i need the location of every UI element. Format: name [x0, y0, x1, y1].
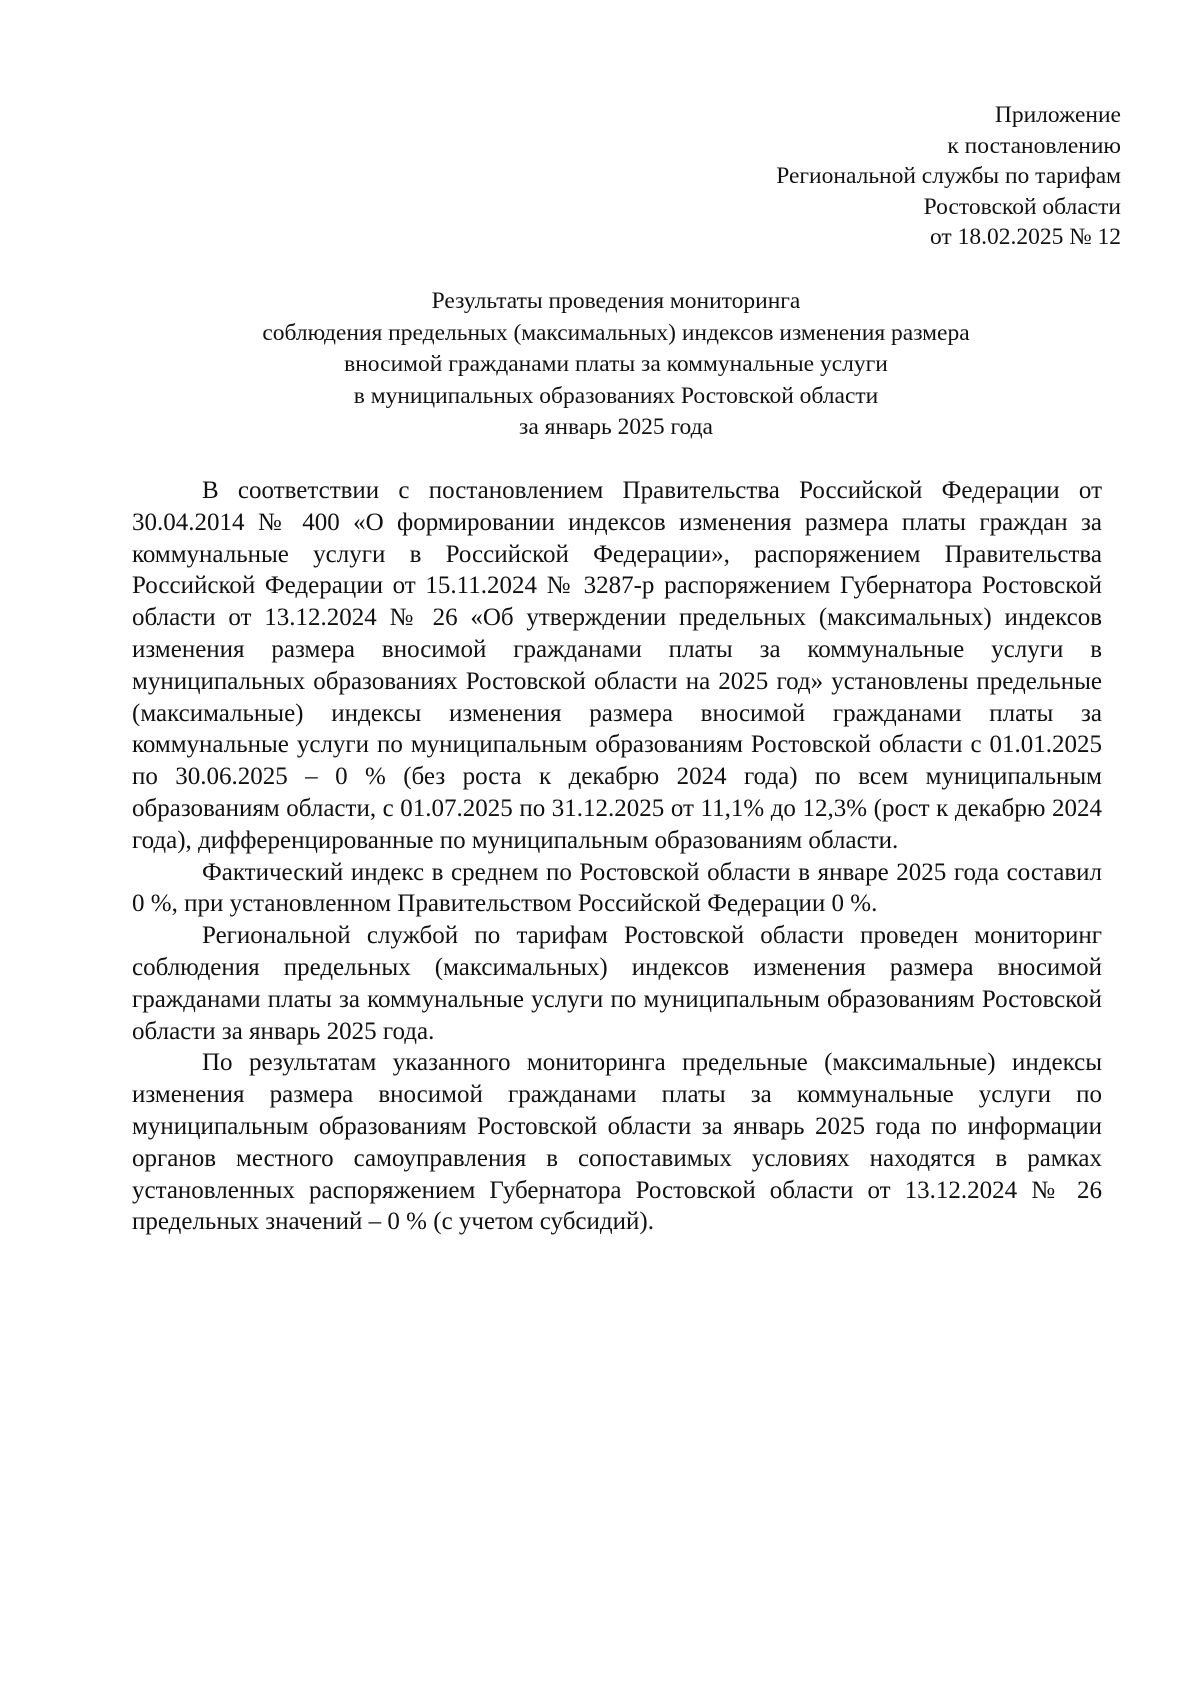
document-body [132, 475, 1102, 1238]
appendix-line: Ростовской области [923, 193, 1121, 220]
appendix-line: Региональной службы по тарифам [776, 163, 1121, 189]
appendix-line: Приложение [994, 102, 1121, 128]
title-line: в муниципальных образованиях Ростовской области [353, 382, 879, 409]
appendix-line: от 18.02.2025 № 12 [929, 224, 1121, 250]
body-paragraph: Региональной службой по тарифам Ростовской области проведен мониторинг соблюдения предельных (максимальных) индексов изменения размера вносимой гражданами платы за коммунальные услуги по муниципальным образованиям Ростовской области за январь 2025 года. [132, 922, 1102, 1045]
title-line: соблюдения предельных (максимальных) индексов изменения размера [262, 319, 970, 346]
appendix-block [776, 100, 1121, 253]
title-line: Результаты проведения мониторинга [431, 288, 801, 314]
document-title [132, 286, 1100, 444]
title-line: за январь 2025 года [519, 414, 713, 440]
title-line: вносимой гражданами платы за коммунальные услуги [344, 351, 888, 377]
body-paragraph: Фактический индекс в среднем по Ростовской области в январе 2025 года составил 0 %, при установленном Правительством Российской Федерации 0 %. [132, 858, 1102, 918]
body-paragraph: По результатам указанного мониторинга предельные (максимальные) индексы изменения размера вносимой гражданами платы за коммунальные услуги по муниципальным образованиям Ростовской области за январь 2025 года по информации органов местного самоуправления в сопоставимых условиях находятся в рамках установленных распоряжением Губернатора Ростовской области от 13.12.2024 № 26 предельных значений – 0 % (с учетом субсидий). [132, 1049, 1102, 1236]
body-paragraph: В соответствии с постановлением Правительства Российской Федерации от 30.04.2014 № 400 «О формировании индексов изменения размера платы граждан за коммунальные услуги в Российской Федерации», распоряжением Правительства Российской Федерации от 15.11.2024 № 3287-р распоряжением Губернатора Ростовской области от 13.12.2024 № 26 «Об утверждении предельных (максимальных) индексов изменения размера вносимой гражданами платы за коммунальные услуги в муниципальных образованиях Ростовской области на 2025 год» установлены предельные (максимальные) индексы изменения размера вносимой гражданами платы за коммунальные услуги по муниципальным образованиям Ростовской области с 01.01.2025 по 30.06.2025 – 0 % (без роста к декабрю 2024 года) по всем муниципальным образованиям области, с 01.07.2025 по 31.12.2025 от 11,1% до 12,3% (рост к декабрю 2024 года), дифференцированные по муниципальным образованиям области. [132, 477, 1102, 854]
appendix-line: к постановлению [947, 132, 1121, 159]
